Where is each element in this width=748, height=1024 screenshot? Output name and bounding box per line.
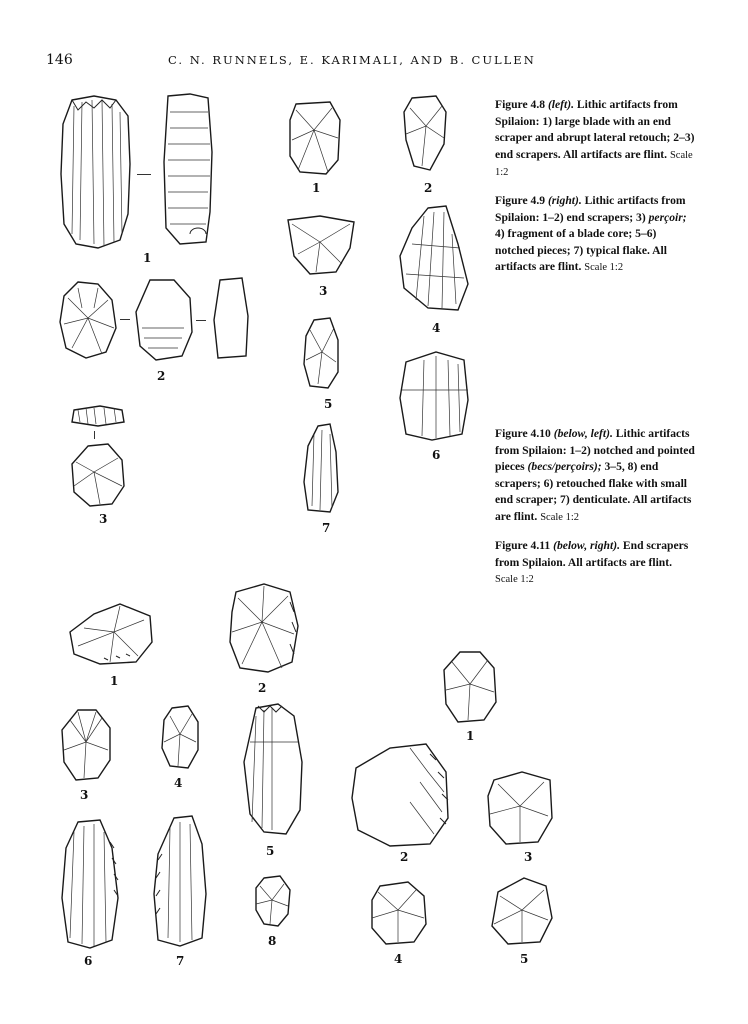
artifact-drawing xyxy=(286,100,344,176)
artifact-drawing xyxy=(160,92,214,246)
caption-body: Lithic artifacts from Spilaion: 1–2) end scrapers; 3) xyxy=(495,194,686,224)
figure-label: 3 xyxy=(80,788,89,802)
artifact-drawing xyxy=(70,442,126,508)
figure-label: 5 xyxy=(266,844,275,858)
artifact-drawing xyxy=(160,704,200,770)
artifact-drawing xyxy=(212,276,252,360)
artifact-drawing xyxy=(442,648,498,724)
figure-label: 3 xyxy=(524,850,533,864)
figure-label: 4 xyxy=(394,952,403,966)
artifact-drawing xyxy=(58,94,134,250)
caption-position: (below, left). xyxy=(553,427,613,440)
caption-label: Figure 4.9 xyxy=(495,194,546,207)
figure-label: 5 xyxy=(324,397,333,411)
figure-label: 2 xyxy=(157,369,166,383)
figure-label: 8 xyxy=(268,934,277,948)
caption-scale: Scale 1:2 xyxy=(540,511,579,523)
artifact-drawing xyxy=(242,702,304,836)
artifact-drawing xyxy=(60,818,120,950)
view-connector xyxy=(196,320,206,321)
artifact-drawing xyxy=(134,276,194,362)
caption-figure-4-10 xyxy=(495,426,695,526)
figure-label: 2 xyxy=(424,181,433,195)
artifact-drawing xyxy=(300,316,342,390)
caption-label: Figure 4.8 xyxy=(495,98,546,111)
figure-label: 1 xyxy=(312,181,321,195)
artifact-drawing xyxy=(70,404,126,428)
artifact-drawing xyxy=(488,876,554,946)
figure-label: 7 xyxy=(176,954,185,968)
figure-label: 2 xyxy=(258,681,267,695)
figure-label: 5 xyxy=(520,952,529,966)
artifact-drawing xyxy=(64,602,156,666)
caption-position: (left). xyxy=(547,98,575,111)
caption-body: Lithic artifacts from Spilaion: 1) large blade with an end scraper and abrupt lateral retouch; 2–3) end scrapers. All artifacts are flint. xyxy=(495,98,695,161)
artifact-drawing xyxy=(398,204,472,314)
caption-body: End scrapers from Spilaion. All artifacts are flint. xyxy=(495,539,689,569)
artifact-drawing xyxy=(228,582,300,674)
figure-label: 2 xyxy=(400,850,409,864)
figure-label: 1 xyxy=(466,729,475,743)
caption-body: 3–5, 8) end scrapers; 6) retouched flake with small end scraper; 7) denticulate. All artifacts are flint. xyxy=(495,460,692,523)
page-header xyxy=(0,52,748,72)
view-connector xyxy=(94,431,95,439)
caption-scale: Scale 1:2 xyxy=(584,262,624,273)
figure-label: 3 xyxy=(99,512,108,526)
figure-label: 4 xyxy=(432,321,441,335)
caption-term: (becs/perçoirs); xyxy=(527,460,602,473)
figure-label: 7 xyxy=(322,521,331,535)
caption-body: 4) fragment of a blade core; 5–6) notched pieces; 7) typical flake. All artifacts are flint. xyxy=(495,227,667,273)
figure-label: 6 xyxy=(432,448,441,462)
caption-figure-4-11 xyxy=(495,538,695,589)
artifact-drawing xyxy=(350,742,452,848)
artifact-drawing xyxy=(396,350,472,442)
artifact-drawing xyxy=(58,278,118,360)
view-connector xyxy=(120,319,130,320)
artifact-drawing xyxy=(368,880,428,946)
figure-label: 1 xyxy=(110,674,119,688)
running-head: C. N. RUNNELS, E. KARIMALI, AND B. CULLEN xyxy=(168,53,536,67)
figure-label: 6 xyxy=(84,954,93,968)
view-connector xyxy=(137,174,151,175)
caption-label: Figure 4.10 xyxy=(495,427,551,440)
caption-label: Figure 4.11 xyxy=(495,539,551,552)
caption-position: (right). xyxy=(547,194,582,207)
artifact-drawing xyxy=(60,706,112,782)
figure-label: 1 xyxy=(143,251,152,265)
caption-figure-4-9 xyxy=(495,193,695,277)
caption-term: perçoir; xyxy=(648,210,687,224)
figure-label: 4 xyxy=(174,776,183,790)
caption-position: (below, right). xyxy=(553,539,620,552)
artifact-drawing xyxy=(300,422,342,514)
figure-label: 3 xyxy=(319,284,328,298)
artifact-drawing xyxy=(284,214,358,276)
artifact-drawing xyxy=(486,770,556,846)
caption-body: Lithic artifacts from Spilaion: 1–2) notched and pointed pieces xyxy=(495,427,695,473)
caption-scale: Scale 1:2 xyxy=(495,574,534,585)
artifact-drawing xyxy=(150,814,210,950)
caption-scale: Scale 1:2 xyxy=(495,149,693,178)
artifact-drawing xyxy=(252,874,292,928)
page-number: 146 xyxy=(46,52,73,68)
artifact-drawing xyxy=(402,94,448,174)
caption-figure-4-8 xyxy=(495,97,695,182)
